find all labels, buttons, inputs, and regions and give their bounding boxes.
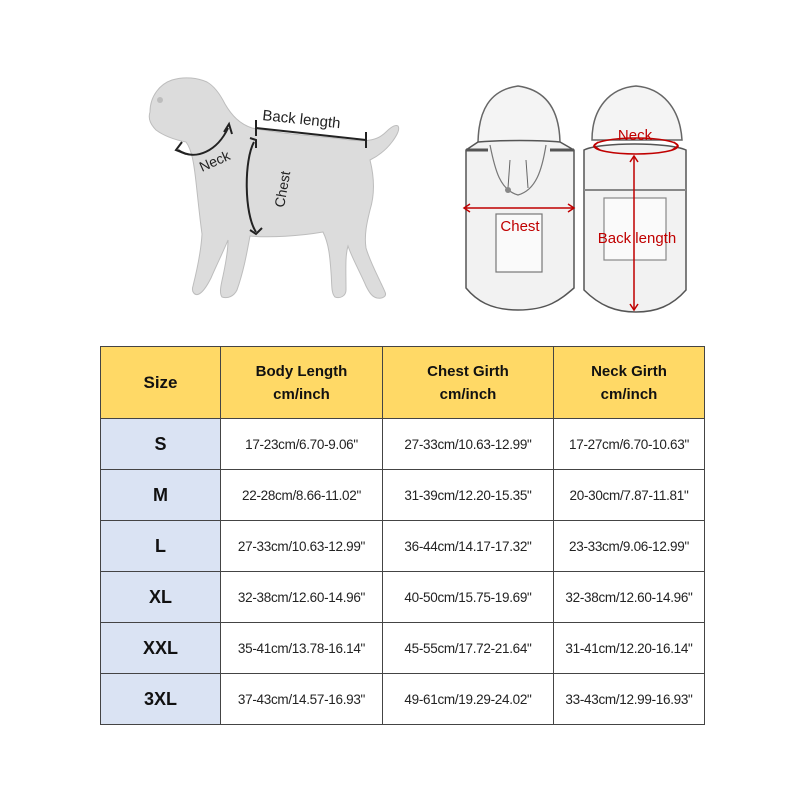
neck-girth-cell: 33-43cm/12.99-16.93" bbox=[554, 674, 705, 725]
chest-girth-cell: 45-55cm/17.72-21.64" bbox=[383, 623, 554, 674]
chest-girth-cell: 36-44cm/14.17-17.32" bbox=[383, 521, 554, 572]
coat-back-length-label: Back length bbox=[597, 230, 677, 247]
header-size: Size bbox=[101, 347, 221, 419]
header-chest-girth: Chest Girth cm/inch bbox=[383, 347, 554, 419]
size-cell: XXL bbox=[101, 623, 221, 674]
table-row bbox=[101, 470, 705, 521]
size-cell: XL bbox=[101, 572, 221, 623]
neck-girth-cell: 23-33cm/9.06-12.99" bbox=[554, 521, 705, 572]
chest-girth-cell: 31-39cm/12.20-15.35" bbox=[383, 470, 554, 521]
neck-girth-cell: 20-30cm/7.87-11.81" bbox=[554, 470, 705, 521]
chest-girth-cell: 27-33cm/10.63-12.99" bbox=[383, 419, 554, 470]
body-length-cell: 35-41cm/13.78-16.14" bbox=[221, 623, 383, 674]
body-length-cell: 22-28cm/8.66-11.02" bbox=[221, 470, 383, 521]
body-length-cell: 32-38cm/12.60-14.96" bbox=[221, 572, 383, 623]
coat-neck-label: Neck bbox=[617, 127, 653, 144]
header-body-length: Body Length cm/inch bbox=[221, 347, 383, 419]
table-row bbox=[101, 572, 705, 623]
size-cell: L bbox=[101, 521, 221, 572]
coat-back bbox=[584, 86, 686, 312]
dog-neck-label: Neck bbox=[196, 147, 233, 175]
size-cell: S bbox=[101, 419, 221, 470]
coat-front bbox=[464, 86, 574, 310]
chest-girth-cell: 49-61cm/19.29-24.02" bbox=[383, 674, 554, 725]
dog-chest-label: Chest bbox=[271, 169, 294, 209]
header-neck-girth: Neck Girth cm/inch bbox=[554, 347, 705, 419]
table-header-row bbox=[101, 347, 705, 419]
chest-girth-cell: 40-50cm/15.75-19.69" bbox=[383, 572, 554, 623]
neck-girth-cell: 32-38cm/12.60-14.96" bbox=[554, 572, 705, 623]
body-length-cell: 27-33cm/10.63-12.99" bbox=[221, 521, 383, 572]
table-row bbox=[101, 419, 705, 470]
table-row bbox=[101, 623, 705, 674]
body-length-cell: 17-23cm/6.70-9.06" bbox=[221, 419, 383, 470]
measurement-illustrations bbox=[0, 0, 800, 340]
coat-chest-label: Chest bbox=[500, 218, 540, 235]
neck-girth-cell: 31-41cm/12.20-16.14" bbox=[554, 623, 705, 674]
neck-girth-cell: 17-27cm/6.70-10.63" bbox=[554, 419, 705, 470]
size-chart-table bbox=[100, 346, 705, 725]
measurement-diagram bbox=[0, 0, 800, 340]
dog-back-length-label: Back length bbox=[261, 107, 342, 133]
size-cell: 3XL bbox=[101, 674, 221, 725]
body-length-cell: 37-43cm/14.57-16.93" bbox=[221, 674, 383, 725]
size-cell: M bbox=[101, 470, 221, 521]
table-row bbox=[101, 674, 705, 725]
table-row bbox=[101, 521, 705, 572]
